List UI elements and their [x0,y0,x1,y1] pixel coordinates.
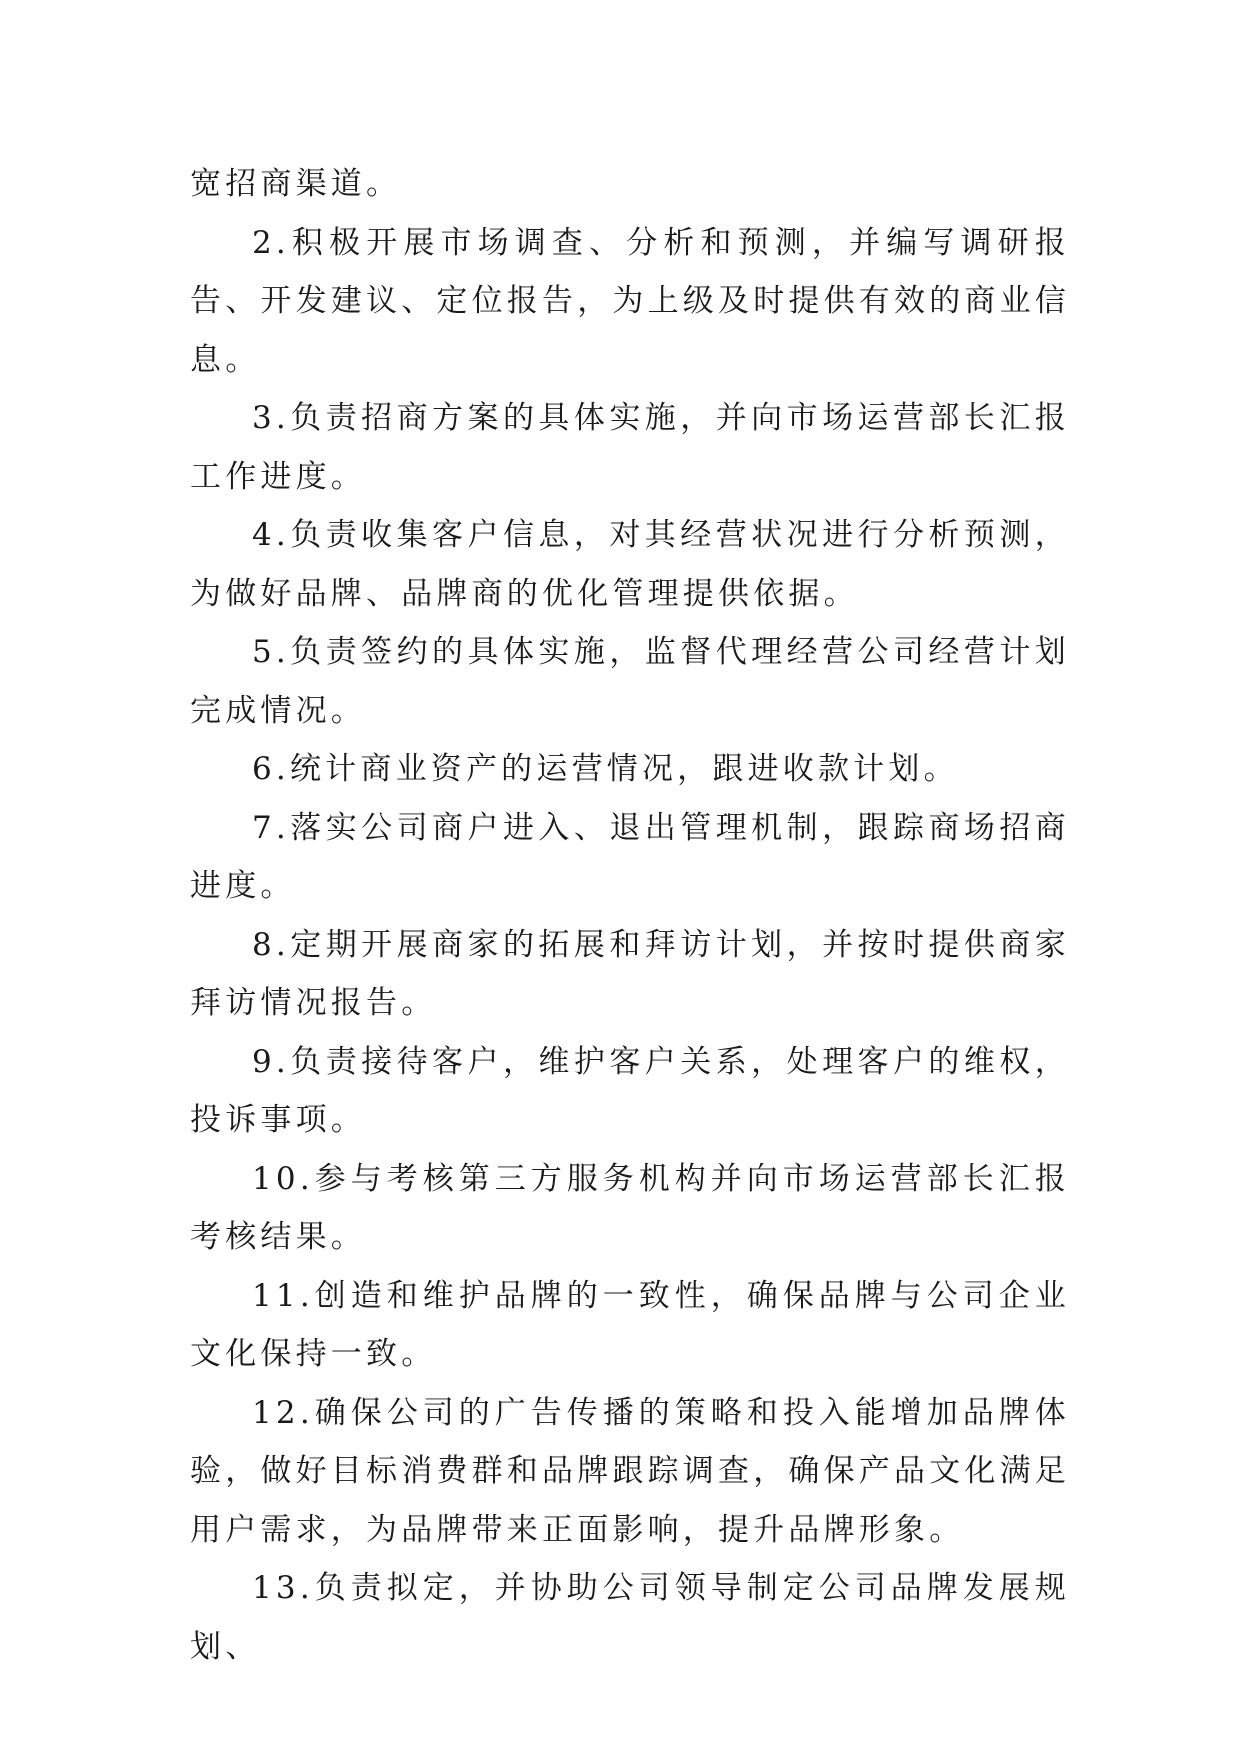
paragraph-item-13: 13.负责拟定，并协助公司领导制定公司品牌发展规划、 [190,1570,1070,1665]
paragraph-item-4: 4.负责收集客户信息，对其经营状况进行分析预测，为做好品牌、品牌商的优化管理提供依据。 [190,517,1070,612]
document-body [190,155,1070,1676]
paragraph-item-7: 7.落实公司商户进入、退出管理机制，跟踪商场招商进度。 [190,809,1070,904]
paragraph-item-12: 12.确保公司的广告传播的策略和投入能增加品牌体验，做好目标消费群和品牌跟踪调查，确保产品文化满足用户需求，为品牌带来正面影响，提升品牌形象。 [190,1394,1070,1548]
paragraph-item-5: 5.负责签约的具体实施，监督代理经营公司经营计划完成情况。 [190,634,1070,729]
paragraph-continuation: 宽招商渠道。 [190,166,402,202]
paragraph-item-10: 10.参与考核第三方服务机构并向市场运营部长汇报考核结果。 [190,1160,1070,1255]
paragraph-item-6: 6.统计商业资产的运营情况，跟进收款计划。 [252,751,959,787]
paragraph-item-9: 9.负责接待客户，维护客户关系，处理客户的维权，投诉事项。 [190,1043,1070,1138]
paragraph-item-8: 8.定期开展商家的拓展和拜访计划，并按时提供商家拜访情况报告。 [190,926,1070,1021]
paragraph-item-3: 3.负责招商方案的具体实施，并向市场运营部长汇报工作进度。 [190,400,1070,495]
paragraph-item-2: 2.积极开展市场调查、分析和预测，并编写调研报告、开发建议、定位报告，为上级及时提供有效的商业信息。 [190,224,1070,378]
paragraph-item-11: 11.创造和维护品牌的一致性，确保品牌与公司企业文化保持一致。 [190,1277,1070,1372]
